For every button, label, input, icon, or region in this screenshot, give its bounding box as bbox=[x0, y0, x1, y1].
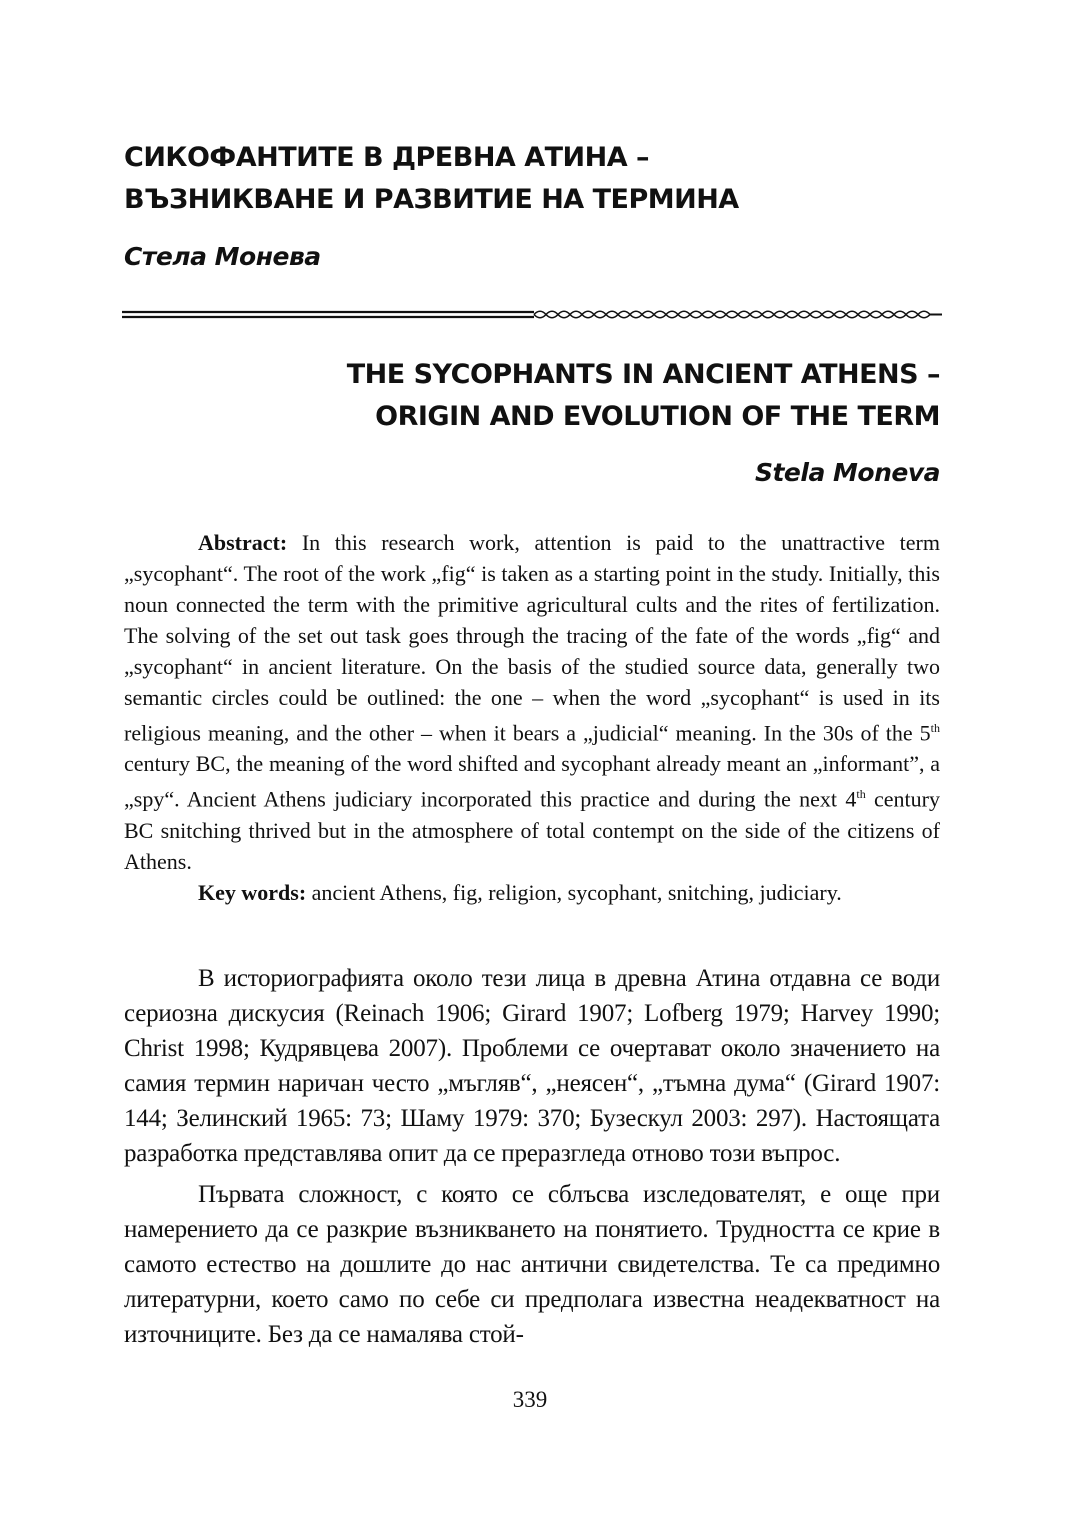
title-english-line2: ORIGIN AND EVOLUTION OF THE TERM bbox=[375, 401, 940, 432]
author-bulgarian: Стела Монева bbox=[124, 242, 321, 271]
abstract-paragraph bbox=[124, 527, 940, 877]
keywords-paragraph bbox=[124, 877, 940, 908]
title-english bbox=[240, 354, 940, 438]
abstract-sup2: th bbox=[856, 787, 866, 802]
abstract-label: Abstract: bbox=[198, 530, 288, 555]
divider-wave-ornament-2 bbox=[534, 311, 930, 318]
abstract-text-part3: century BC snitching thrived but in the atmosphere of total contempt on the side of the citizens of Athens. bbox=[124, 786, 940, 874]
title-bulgarian-line2: ВЪЗНИКВАНЕ И РАЗВИТИЕ НА ТЕРМИНА bbox=[124, 184, 739, 215]
keywords-text: ancient Athens, fig, religion, sycophant, snitching, judiciary. bbox=[306, 879, 842, 905]
ornamental-divider bbox=[122, 303, 944, 325]
page-number: 339 bbox=[512, 1387, 548, 1412]
title-bulgarian bbox=[124, 137, 944, 221]
title-english-line1: THE SYCOPHANTS IN ANCIENT ATHENS – bbox=[346, 359, 940, 390]
abstract-section bbox=[124, 527, 940, 908]
abstract-sup1: th bbox=[930, 721, 940, 735]
keywords-label: Key words: bbox=[198, 879, 307, 905]
body-paragraph-1: В историографията около тези лица в древна Атина отдавна се води сериозна дискусия (Reinach 1906; Girard 1907; Lofberg 1979; Harvey 1990; Christ 1998; Кудрявцева 2007). Проблеми се очертават около значението на самия термин наричан често „мъгляв“, „неясен“, „тъмна дума“ (Girard 1907: 144; Зелинский 1965: 73; Шаму 1979: 370; Бузескул 2003: 297). Настоящата разработка представлява опит да се преразгледа отново този въпрос. bbox=[124, 965, 940, 1167]
body-text-section bbox=[124, 961, 940, 1358]
abstract-text-part1: In this research work, attention is paid to the unattractive term „sycophant“. The root of the work „fig“ is taken as a starting point in the study. Initially, this noun connected the term with the primitive agricultural cults and the rites of fertilization. The solving of the set out task goes through the tracing of the fate of the words „fig“ and „sycophant“ in ancient literature. On the basis of the studied source data, generally two semantic circles could be outlined: the one – when the word „sycophant“ is used in its religious meaning, and the other – when it bears a „judicial“ meaning. In the 30s of the 5 bbox=[124, 530, 940, 746]
title-bulgarian-line1: СИКОФАНТИТЕ В ДРЕВНА АТИНА – bbox=[124, 142, 650, 173]
body-paragraph-2: Първата сложност, с която се сблъсва изследователят, е още при намерението да се разкрие възникването на понятието. Трудността се крие в самото естество на дошлите до нас антични свидетелства. Те са предимно литературни, което само по себе си предполага известна неадекватност на източниците. Без да се намалява стой- bbox=[124, 1181, 940, 1348]
author-english: Stela Moneva bbox=[754, 458, 940, 487]
abstract-text-part2: century BC, the meaning of the word shifted and sycophant already meant an „informant”, a „spy“. Ancient Athens judiciary incorporated this practice and during the next 4 bbox=[124, 751, 940, 812]
